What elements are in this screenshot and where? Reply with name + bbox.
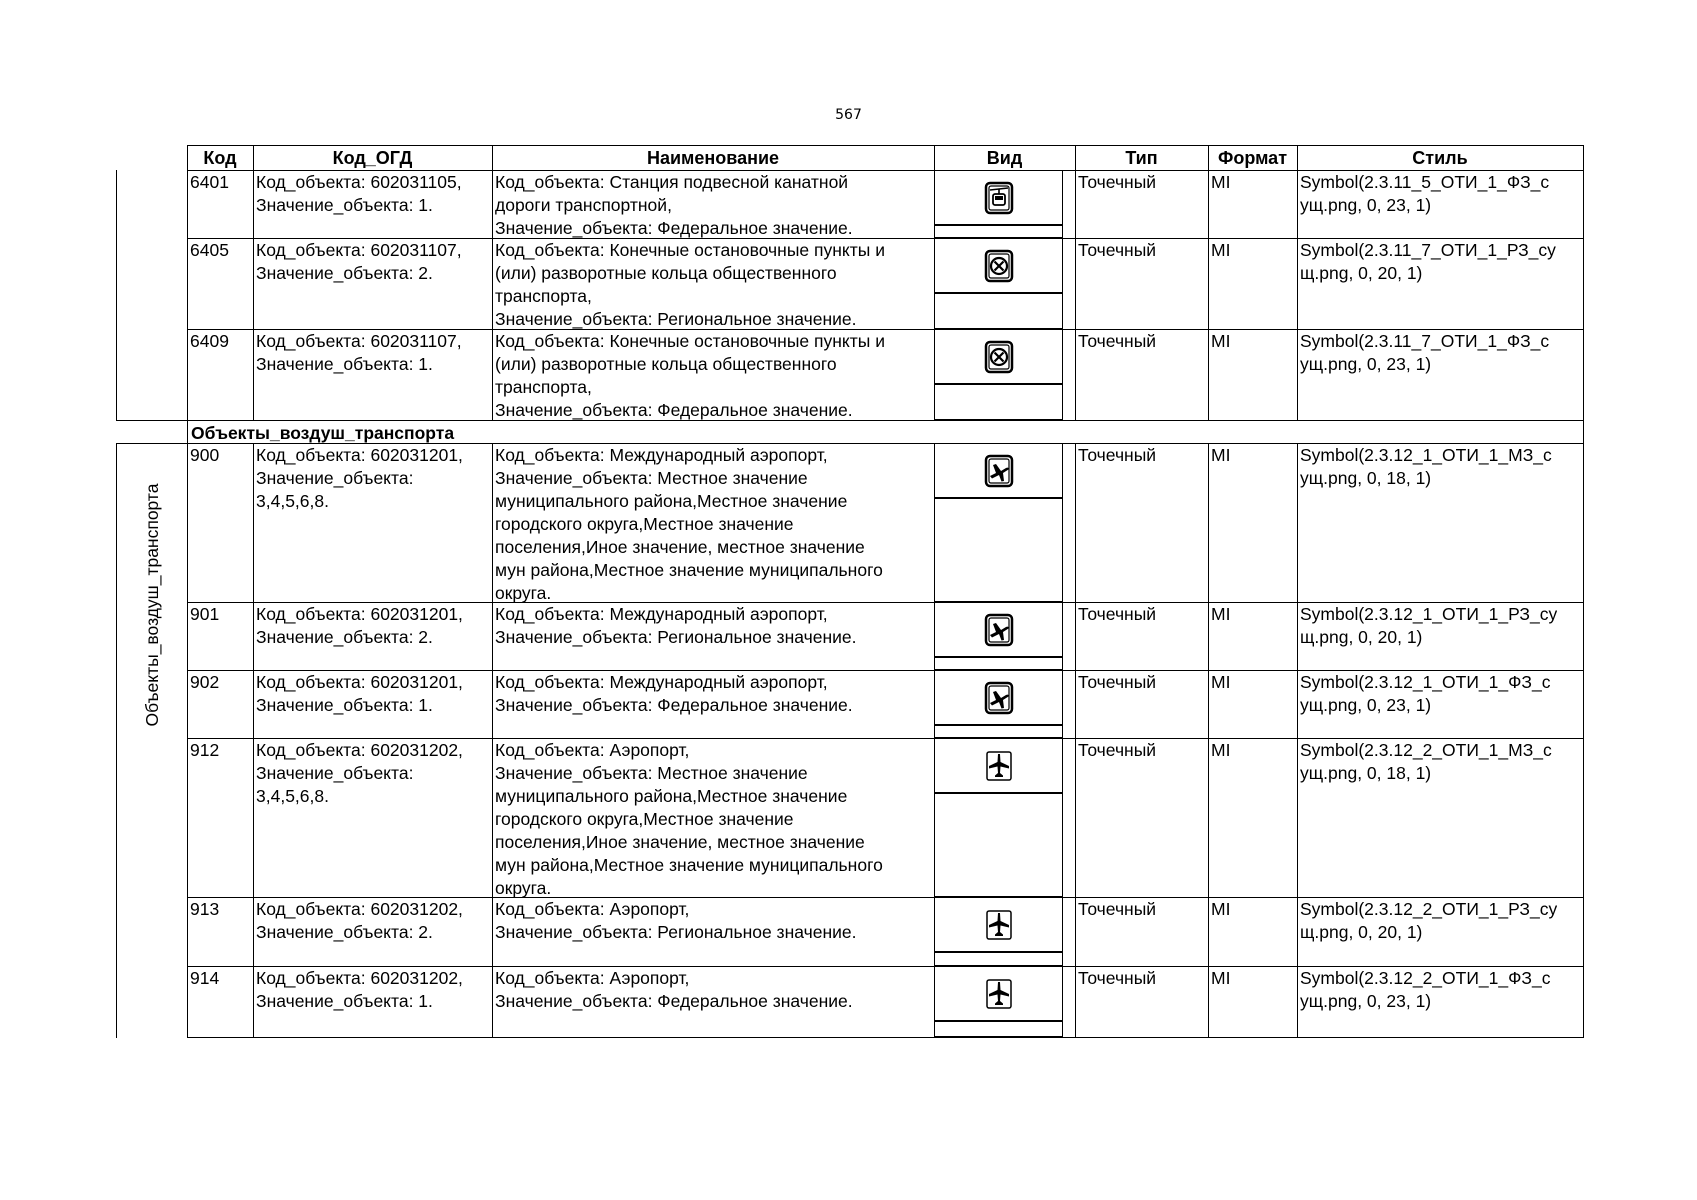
cell-ogd-line: Значение_объекта: 1. xyxy=(256,991,433,1011)
cell-name-line: (или) разворотные кольца общественного xyxy=(495,263,837,283)
col-border-4a xyxy=(1075,145,1076,421)
cell-type: Точечный xyxy=(1078,968,1157,988)
view-symbol-box xyxy=(934,238,1063,293)
header-name: Наименование xyxy=(646,148,780,168)
view-symbol-box xyxy=(934,966,1063,1021)
cell-name-line: мун района,Местное значение муниципального xyxy=(495,855,883,875)
cell-style-line: Symbol(2.3.12_2_ОТИ_1_ФЗ_с xyxy=(1300,968,1551,988)
header-ogd-code: Код_ОГД xyxy=(332,148,413,168)
cell-name-line: Код_объекта: Конечные остановочные пункты и xyxy=(495,331,885,351)
view-lower-box xyxy=(934,793,1063,897)
cell-format: MI xyxy=(1211,240,1231,260)
cell-name-line: муниципального района,Местное значение xyxy=(495,786,848,806)
cell-type: Точечный xyxy=(1078,172,1157,192)
cell-ogd-line: Значение_объекта: xyxy=(256,468,414,488)
cell-style-line: Symbol(2.3.11_7_ОТИ_1_РЗ_су xyxy=(1300,240,1556,260)
cell-ogd-line: Значение_объекта: 2. xyxy=(256,922,433,942)
international-airport-icon xyxy=(984,454,1014,488)
cell-code: 900 xyxy=(190,445,220,465)
cell-ogd-line: Значение_объекта: 1. xyxy=(256,695,433,715)
turnaround-circle-icon xyxy=(984,249,1014,283)
cell-style-line: ущ.png, 0, 18, 1) xyxy=(1300,468,1432,488)
cell-name-line: Код_объекта: Международный аэропорт, xyxy=(495,672,828,692)
cell-style-line: ущ.png, 0, 18, 1) xyxy=(1300,763,1432,783)
header-code: Код xyxy=(203,148,237,168)
cell-style-line: ущ.png, 0, 23, 1) xyxy=(1300,991,1432,1011)
cell-name-line: Код_объекта: Аэропорт, xyxy=(495,740,690,760)
cell-style-line: ущ.png, 0, 23, 1) xyxy=(1300,195,1432,215)
cell-type: Точечный xyxy=(1078,331,1157,351)
cell-type: Точечный xyxy=(1078,604,1157,624)
view-symbol-box xyxy=(934,602,1063,657)
col-border-0 xyxy=(187,145,188,1038)
cell-ogd-line: Код_объекта: 602031202, xyxy=(256,899,463,919)
group-left-border-bottom xyxy=(116,443,117,1038)
col-border-1a xyxy=(253,145,254,421)
cell-format: MI xyxy=(1211,445,1231,465)
cell-format: MI xyxy=(1211,604,1231,624)
cell-name-line: поселения,Иное значение, местное значение xyxy=(495,832,865,852)
cell-style-line: щ.png, 0, 20, 1) xyxy=(1300,627,1423,647)
view-lower-box xyxy=(934,225,1063,238)
view-lower-box xyxy=(934,952,1063,966)
header-type: Тип xyxy=(1125,148,1158,168)
cell-name-line: Значение_объекта: Местное значение xyxy=(495,468,808,488)
cell-name-line: Значение_объекта: Федеральное значение. xyxy=(495,991,853,1011)
cell-name-line: Код_объекта: Станция подвесной канатной xyxy=(495,172,849,192)
cell-name-line: мун района,Местное значение муниципального xyxy=(495,560,883,580)
cell-style-line: ущ.png, 0, 23, 1) xyxy=(1300,354,1432,374)
cell-ogd-line: Значение_объекта: xyxy=(256,763,414,783)
cell-name-line: муниципального района,Местное значение xyxy=(495,491,848,511)
cell-ogd-line: Код_объекта: 602031107, xyxy=(256,331,462,351)
cell-name-line: Код_объекта: Конечные остановочные пункты и xyxy=(495,240,885,260)
cell-name-line: Значение_объекта: Федеральное значение. xyxy=(495,218,853,238)
cell-type: Точечный xyxy=(1078,740,1157,760)
cell-ogd-line: Значение_объекта: 2. xyxy=(256,263,433,283)
cell-name-line: Код_объекта: Международный аэропорт, xyxy=(495,604,828,624)
cell-ogd-line: Значение_объекта: 1. xyxy=(256,354,433,374)
cell-name-line: городского округа,Местное значение xyxy=(495,514,794,534)
cell-name-line: Код_объекта: Международный аэропорт, xyxy=(495,445,828,465)
international-airport-icon xyxy=(984,681,1014,715)
airport-icon xyxy=(984,977,1014,1011)
cell-name-line: поселения,Иное значение, местное значение xyxy=(495,537,865,557)
airport-icon xyxy=(984,908,1014,942)
cell-code: 913 xyxy=(190,899,220,919)
view-lower-box xyxy=(934,1021,1063,1037)
col-border-6b xyxy=(1297,443,1298,1038)
cell-ogd-line: 3,4,5,6,8. xyxy=(256,491,329,511)
cell-name-line: Значение_объекта: Федеральное значение. xyxy=(495,695,853,715)
col-border-5a xyxy=(1208,145,1209,421)
view-symbol-box xyxy=(934,443,1063,498)
cell-ogd-line: Код_объекта: 602031201, xyxy=(256,604,463,624)
cell-code: 6401 xyxy=(190,172,229,192)
view-lower-box xyxy=(934,293,1063,329)
cell-format: MI xyxy=(1211,672,1231,692)
cell-name-line: городского округа,Местное значение xyxy=(495,809,794,829)
section-title: Объекты_воздуш_транспорта xyxy=(191,423,455,443)
header-style: Стиль xyxy=(1412,148,1468,168)
cell-code: 912 xyxy=(190,740,220,760)
cell-name-line: Код_объекта: Аэропорт, xyxy=(495,968,690,988)
cell-name-line: Значение_объекта: Федеральное значение. xyxy=(495,400,853,420)
cell-code: 914 xyxy=(190,968,220,988)
cell-name-line: транспорта, xyxy=(495,286,592,306)
col-border-2b xyxy=(492,443,493,1038)
cell-name-line: Код_объекта: Аэропорт, xyxy=(495,899,690,919)
group-side-label: Объекты_воздуш_транспорта xyxy=(142,483,162,727)
page-number: 567 xyxy=(835,107,862,123)
cell-ogd-line: Код_объекта: 602031201, xyxy=(256,672,463,692)
cell-ogd-line: Код_объекта: 602031202, xyxy=(256,740,463,760)
cell-format: MI xyxy=(1211,968,1231,988)
view-lower-box xyxy=(934,657,1063,670)
cell-ogd-line: 3,4,5,6,8. xyxy=(256,786,329,806)
view-symbol-box xyxy=(934,738,1063,793)
col-border-2a xyxy=(492,145,493,421)
cell-style-line: Symbol(2.3.12_1_ОТИ_1_МЗ_с xyxy=(1300,445,1552,465)
cell-name-line: (или) разворотные кольца общественного xyxy=(495,354,837,374)
col-border-1b xyxy=(253,443,254,1038)
cell-ogd-line: Значение_объекта: 2. xyxy=(256,627,433,647)
cell-ogd-line: Код_объекта: 602031201, xyxy=(256,445,463,465)
cell-format: MI xyxy=(1211,740,1231,760)
cell-ogd-line: Код_объекта: 602031107, xyxy=(256,240,462,260)
cell-code: 6405 xyxy=(190,240,229,260)
cell-ogd-line: Код_объекта: 602031202, xyxy=(256,968,463,988)
cell-type: Точечный xyxy=(1078,899,1157,919)
cell-type: Точечный xyxy=(1078,445,1157,465)
cell-format: MI xyxy=(1211,899,1231,919)
cell-name-line: Значение_объекта: Региональное значение. xyxy=(495,627,857,647)
cell-format: MI xyxy=(1211,331,1231,351)
cell-style-line: Symbol(2.3.11_7_ОТИ_1_ФЗ_с xyxy=(1300,331,1550,351)
cell-style-line: ущ.png, 0, 23, 1) xyxy=(1300,695,1432,715)
view-symbol-box xyxy=(934,329,1063,384)
cell-style-line: Symbol(2.3.12_2_ОТИ_1_МЗ_с xyxy=(1300,740,1552,760)
table-right-border xyxy=(1583,145,1584,1038)
cell-name-line: транспорта, xyxy=(495,377,592,397)
cell-style-line: щ.png, 0, 20, 1) xyxy=(1300,263,1423,283)
cell-ogd-line: Код_объекта: 602031105, xyxy=(256,172,462,192)
view-symbol-box xyxy=(934,670,1063,725)
cell-name-line: округа. xyxy=(495,583,552,602)
cell-code: 902 xyxy=(190,672,220,692)
cell-style-line: Symbol(2.3.12_2_ОТИ_1_РЗ_су xyxy=(1300,899,1558,919)
group-left-border-top xyxy=(116,170,117,421)
view-symbol-box xyxy=(934,170,1063,225)
cell-code: 6409 xyxy=(190,331,229,351)
cell-name-line: Значение_объекта: Региональное значение. xyxy=(495,309,857,329)
cell-code: 901 xyxy=(190,604,220,624)
cell-type: Точечный xyxy=(1078,672,1157,692)
cell-format: MI xyxy=(1211,172,1231,192)
cell-name-line: Значение_объекта: Региональное значение. xyxy=(495,922,857,942)
cable-car-icon xyxy=(984,181,1014,215)
cell-name-line: округа. xyxy=(495,878,552,897)
view-lower-box xyxy=(934,725,1063,738)
cell-type: Точечный xyxy=(1078,240,1157,260)
table-bottom-border xyxy=(187,1037,1583,1038)
turnaround-circle-icon xyxy=(984,340,1014,374)
col-border-6a xyxy=(1297,145,1298,421)
cell-style-line: щ.png, 0, 20, 1) xyxy=(1300,922,1423,942)
cell-style-line: Symbol(2.3.12_1_ОТИ_1_ФЗ_с xyxy=(1300,672,1551,692)
cell-name-line: дороги транспортной, xyxy=(495,195,672,215)
airport-icon xyxy=(984,749,1014,783)
cell-name-line: Значение_объекта: Местное значение xyxy=(495,763,808,783)
header-format: Формат xyxy=(1217,148,1288,168)
cell-ogd-line: Значение_объекта: 1. xyxy=(256,195,433,215)
view-lower-box xyxy=(934,384,1063,420)
col-border-5b xyxy=(1208,443,1209,1038)
view-lower-box xyxy=(934,498,1063,602)
international-airport-icon xyxy=(984,613,1014,647)
header-view: Вид xyxy=(986,148,1023,168)
view-symbol-box xyxy=(934,897,1063,952)
cell-style-line: Symbol(2.3.12_1_ОТИ_1_РЗ_су xyxy=(1300,604,1558,624)
cell-style-line: Symbol(2.3.11_5_ОТИ_1_ФЗ_с xyxy=(1300,172,1550,192)
col-border-4b xyxy=(1075,443,1076,1038)
